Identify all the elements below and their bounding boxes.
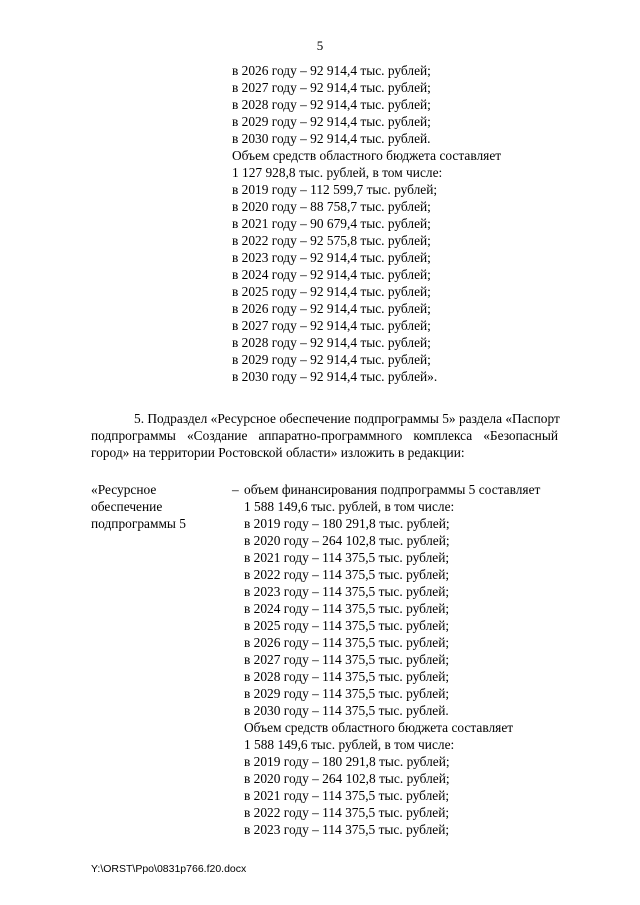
text-line: в 2027 году – 92 914,4 тыс. рублей; [232, 80, 431, 95]
text-line: в 2030 году – 114 375,5 тыс. рублей. [244, 703, 449, 718]
text-line: в 2028 году – 92 914,4 тыс. рублей; [232, 335, 431, 350]
text-line: в 2026 году – 92 914,4 тыс. рублей; [232, 63, 431, 78]
text-line: в 2022 году – 114 375,5 тыс. рублей; [244, 805, 450, 820]
paragraph-line: подпрограммы «Создание аппаратно-программного комплекса «Безопасный [91, 428, 558, 443]
page-number: 5 [316, 38, 324, 53]
text-line: в 2021 году – 114 375,5 тыс. рублей; [244, 788, 450, 803]
text-line: в 2025 году – 92 914,4 тыс. рублей; [232, 284, 431, 299]
top-funding-list [232, 62, 501, 385]
text-line: Объем средств областного бюджета составляет [244, 720, 514, 735]
text-line: 1 588 149,6 тыс. рублей, в том числе: [244, 737, 455, 752]
text-line: в 2024 году – 114 375,5 тыс. рублей; [244, 601, 450, 616]
text-line: в 2028 году – 114 375,5 тыс. рублей; [244, 669, 450, 684]
text-line: в 2025 году – 114 375,5 тыс. рублей; [244, 618, 450, 633]
text-line: в 2026 году – 114 375,5 тыс. рублей; [244, 635, 450, 650]
text-line: 1 127 928,8 тыс. рублей, в том числе: [232, 165, 443, 180]
text-line: в 2022 году – 92 575,8 тыс. рублей; [232, 233, 431, 248]
resource-label [91, 481, 186, 532]
label-line: «Ресурсное [91, 482, 157, 497]
text-line: в 2023 году – 114 375,5 тыс. рублей; [244, 822, 450, 837]
file-path-footer: Y:\ORST\Ppo\0831p766.f20.docx [91, 863, 247, 875]
text-line: в 2021 году – 114 375,5 тыс. рублей; [244, 550, 450, 565]
text-line: в 2020 году – 88 758,7 тыс. рублей; [232, 199, 431, 214]
text-line: в 2028 году – 92 914,4 тыс. рублей; [232, 97, 431, 112]
text-line: в 2029 году – 92 914,4 тыс. рублей; [232, 114, 431, 129]
label-dash: – [232, 482, 239, 497]
text-line: в 2020 году – 264 102,8 тыс. рублей; [244, 533, 450, 548]
text-line: в 2020 году – 264 102,8 тыс. рублей; [244, 771, 450, 786]
text-line: в 2024 году – 92 914,4 тыс. рублей; [232, 267, 431, 282]
text-line: в 2022 году – 114 375,5 тыс. рублей; [244, 567, 450, 582]
text-line: в 2019 году – 180 291,8 тыс. рублей; [244, 754, 450, 769]
text-line: объем финансирования подпрограммы 5 составляет [244, 482, 541, 497]
text-line: в 2026 году – 92 914,4 тыс. рублей; [232, 301, 431, 316]
text-line: в 2021 году – 90 679,4 тыс. рублей; [232, 216, 431, 231]
text-line: в 2030 году – 92 914,4 тыс. рублей. [232, 131, 431, 146]
paragraph-line: город» на территории Ростовской области» изложить в редакции: [91, 445, 465, 460]
text-line: в 2023 году – 114 375,5 тыс. рублей; [244, 584, 450, 599]
text-line: в 2029 году – 114 375,5 тыс. рублей; [244, 686, 450, 701]
label-line: обеспечение [91, 499, 163, 514]
subprogram-funding-list [244, 481, 540, 838]
text-line: в 2030 году – 92 914,4 тыс. рублей». [232, 369, 438, 384]
text-line: в 2027 году – 92 914,4 тыс. рублей; [232, 318, 431, 333]
text-line: в 2023 году – 92 914,4 тыс. рублей; [232, 250, 431, 265]
text-line: в 2029 году – 92 914,4 тыс. рублей; [232, 352, 431, 367]
text-line: в 2027 году – 114 375,5 тыс. рублей; [244, 652, 450, 667]
text-line: Объем средств областного бюджета составляет [232, 148, 502, 163]
text-line: 1 588 149,6 тыс. рублей, в том числе: [244, 499, 455, 514]
text-line: в 2019 году – 112 599,7 тыс. рублей; [232, 182, 438, 197]
text-line: в 2019 году – 180 291,8 тыс. рублей; [244, 516, 450, 531]
paragraph-line: 5. Подраздел «Ресурсное обеспечение подпрограммы 5» раздела «Паспорт [134, 411, 560, 426]
label-line: подпрограммы 5 [91, 516, 186, 531]
amendment-paragraph [91, 410, 558, 461]
